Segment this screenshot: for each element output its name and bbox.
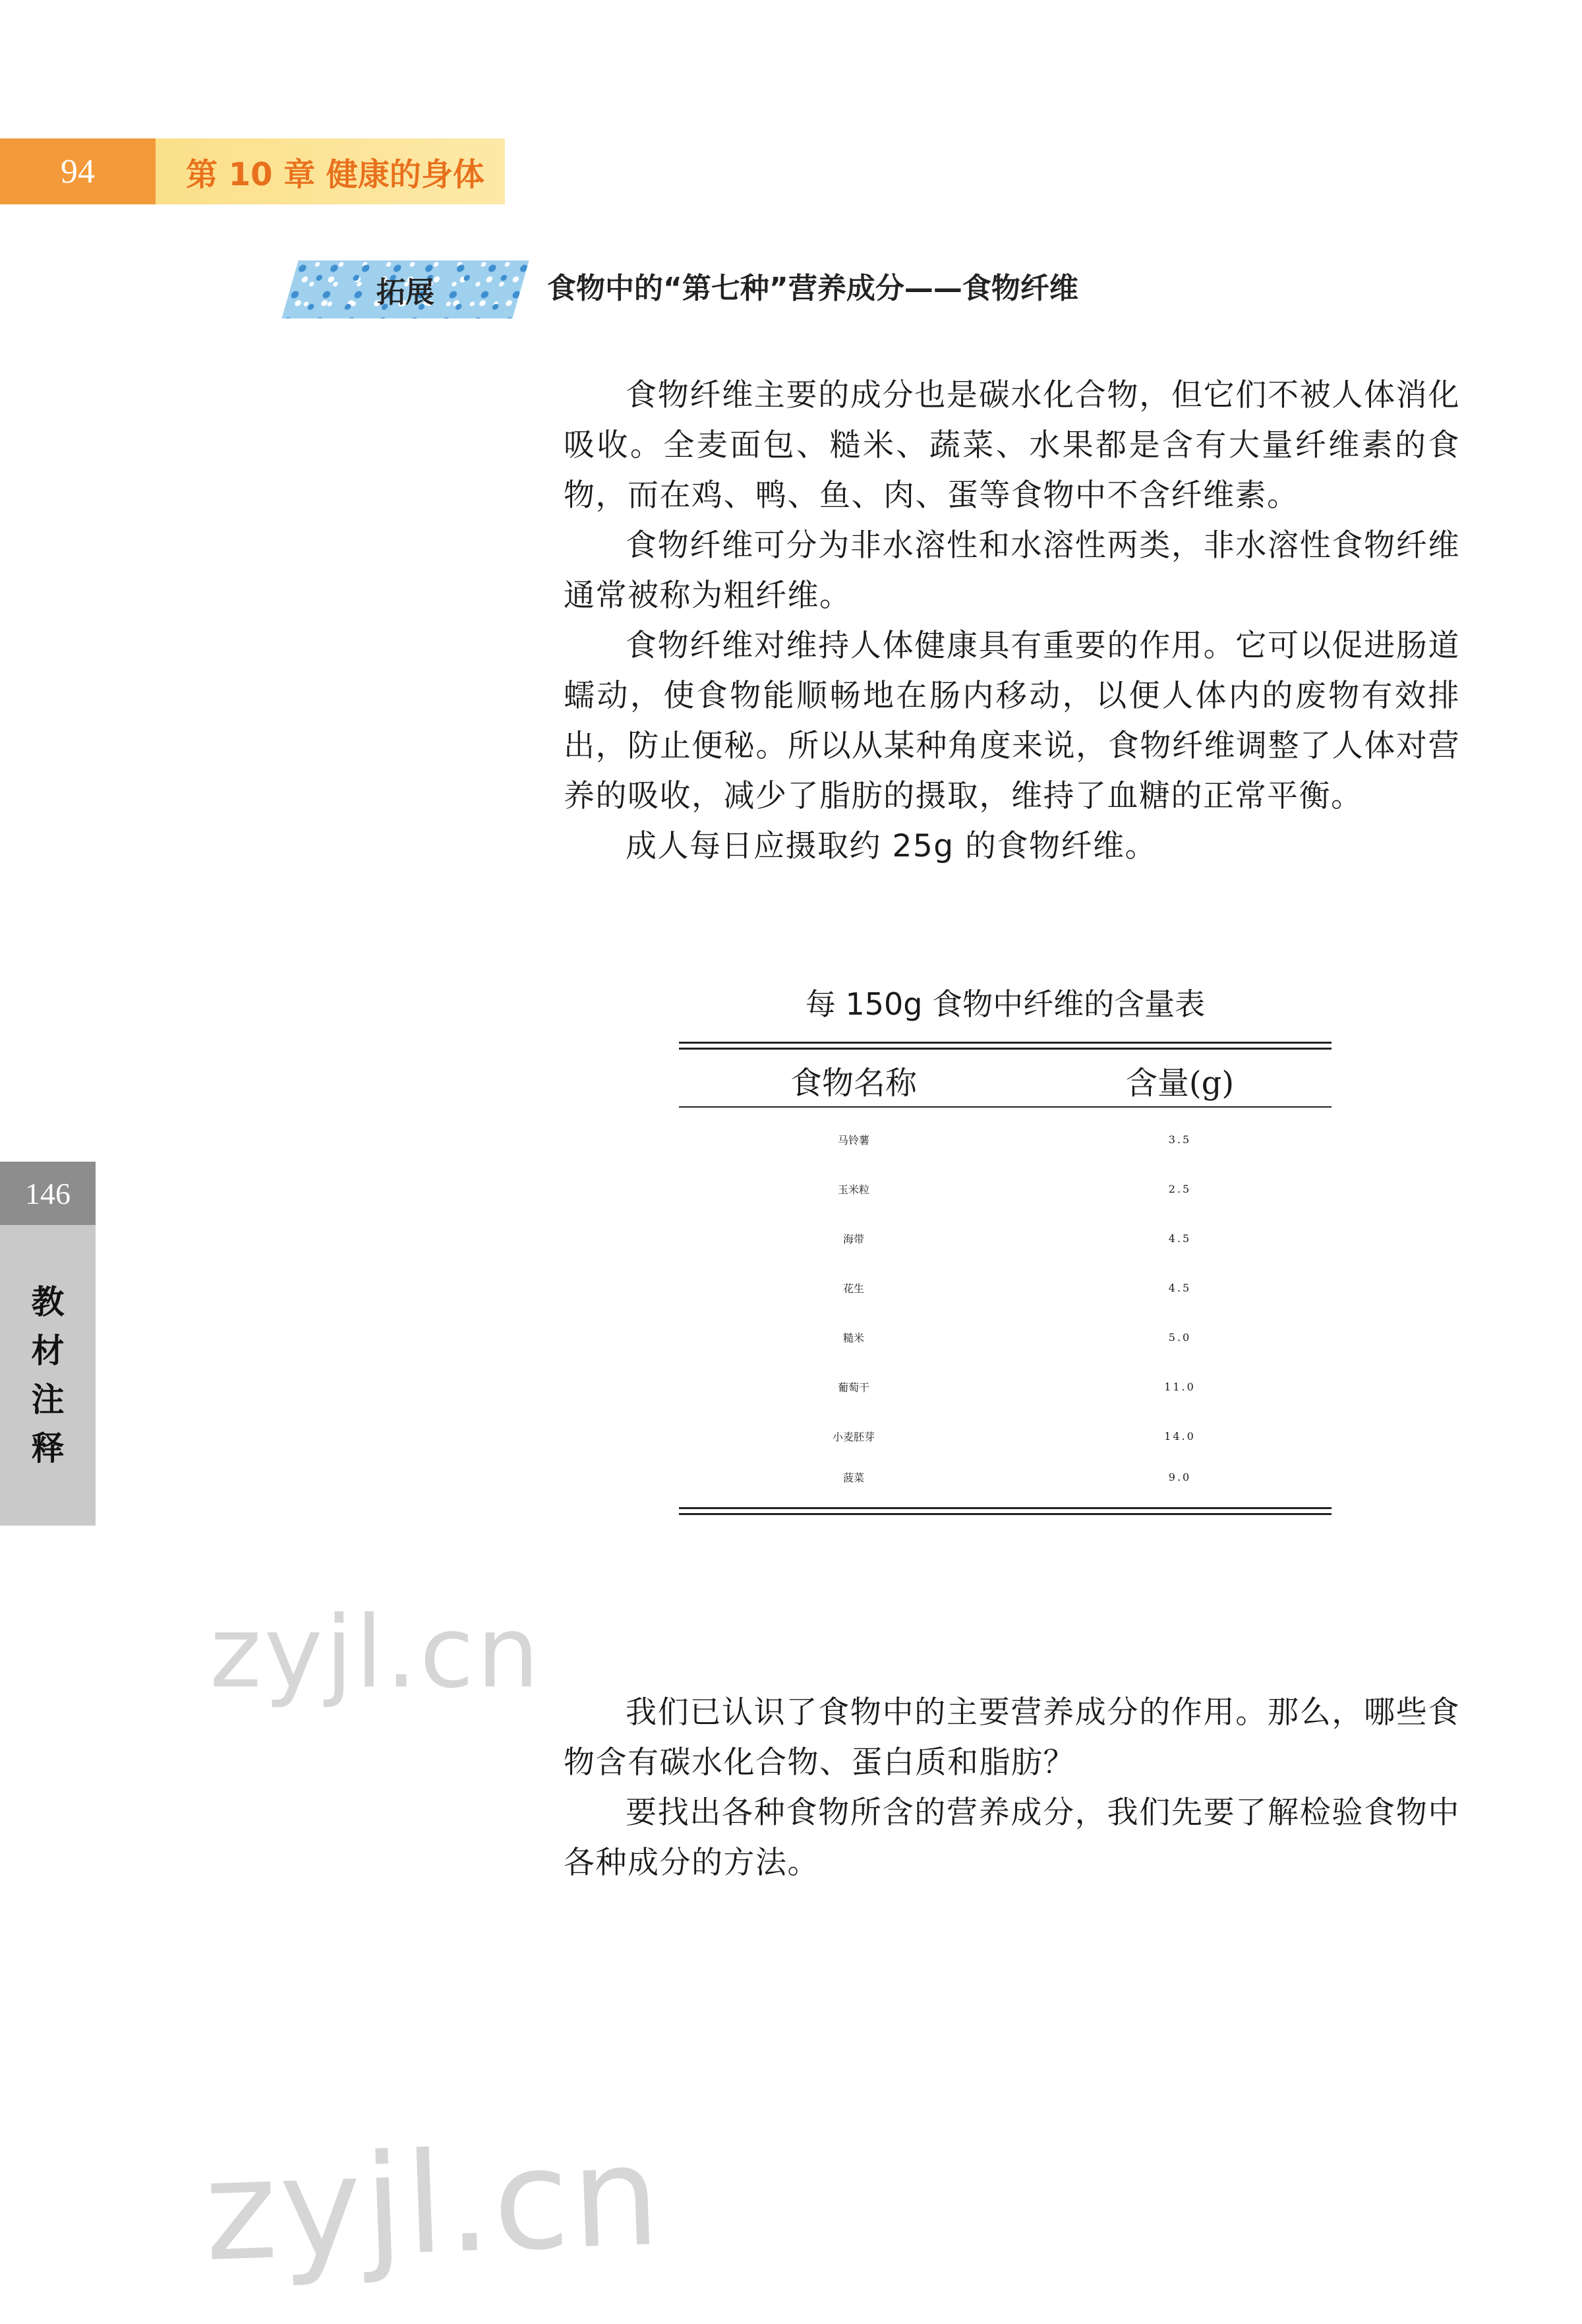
table-header-row xyxy=(679,1055,1332,1105)
closing-paragraph-1: 我们已认识了食物中的主要营养成分的作用。那么，哪些食物含有碳水化合物、蛋白质和脂肪？ xyxy=(564,1694,1460,1781)
page-number: 94 xyxy=(0,138,156,204)
table-header-rule xyxy=(679,1106,1332,1108)
table-top-rule xyxy=(679,1042,1332,1044)
table-header-food: 食物名称 xyxy=(790,1064,917,1102)
table-row xyxy=(679,1361,1332,1412)
table-cell-food: 海带 xyxy=(842,1232,864,1245)
side-tab-char: 教 xyxy=(31,1283,65,1321)
table-row xyxy=(679,1114,1332,1164)
table-cell-food: 菠菜 xyxy=(842,1471,864,1484)
table-cell-amount: 3.5 xyxy=(1168,1133,1192,1146)
table-cell-amount: 4.5 xyxy=(1168,1232,1192,1245)
table-top-rule-inner xyxy=(679,1048,1332,1050)
table-cell-food: 花生 xyxy=(842,1282,864,1295)
table-cell-amount: 4.5 xyxy=(1168,1281,1192,1294)
table-row xyxy=(679,1452,1332,1502)
table-cell-food: 马铃薯 xyxy=(837,1133,869,1147)
table-cell-amount: 2.5 xyxy=(1168,1182,1192,1195)
table-bottom-rule xyxy=(679,1507,1332,1509)
table-header-amount: 含量(g) xyxy=(1125,1064,1235,1102)
table-cell-food: 玉米粒 xyxy=(837,1183,869,1196)
side-tab-label xyxy=(0,1225,96,1526)
paragraph-3: 食物纤维对维持人体健康具有重要的作用。它可以促进肠道蠕动，使食物能顺畅地在肠内移动，以便人体内的废物有效排出，防止便秘。所以从某种角度来说，食物纤维调整了人体对营养的吸收，减少了脂肪的摄取，维持了血糖的正常平衡。 xyxy=(564,628,1460,814)
side-tab-char: 材 xyxy=(31,1332,65,1370)
table-caption: 每 150g 食物中纤维的含量表 xyxy=(805,986,1206,1022)
chapter-title: 第 10 章 健康的身体 xyxy=(156,138,505,204)
table-bottom-rule-outer xyxy=(679,1513,1332,1515)
expansion-tag-label: 拓展 xyxy=(376,276,434,309)
watermark-upper: zyjl.cn xyxy=(210,1595,542,1710)
table-cell-amount: 14.0 xyxy=(1164,1429,1196,1443)
watermark-lower: zyjl.cn xyxy=(201,2114,665,2293)
table-cell-food: 糙米 xyxy=(842,1331,864,1344)
table-cell-amount: 9.0 xyxy=(1168,1470,1192,1483)
table-cell-amount: 5.0 xyxy=(1168,1330,1192,1344)
closing-paragraph-2: 要找出各种食物所含的营养成分，我们先要了解检验食物中各种成分的方法。 xyxy=(564,1795,1460,1881)
table-cell-food: 葡萄干 xyxy=(837,1381,869,1394)
side-tab-char: 注 xyxy=(31,1381,65,1419)
paragraph-1: 食物纤维主要的成分也是碳水化合物，但它们不被人体消化吸收。全麦面包、糙米、蔬菜、水果都是含有大量纤维素的食物，而在鸡、鸭、鱼、肉、蛋等食物中不含纤维素。 xyxy=(564,377,1460,514)
table-row xyxy=(679,1312,1332,1362)
table-row xyxy=(679,1263,1332,1313)
table-row xyxy=(679,1213,1332,1263)
table-cell-food: 小麦胚芽 xyxy=(832,1430,875,1443)
side-tab-char: 释 xyxy=(31,1429,65,1468)
section-title: 食物中的“第七种”营养成分——食物纤维 xyxy=(547,272,1078,305)
table-cell-amount: 11.0 xyxy=(1164,1380,1196,1393)
paragraph-4: 成人每日应摄取约 25g 的食物纤维。 xyxy=(626,828,1157,864)
table-row xyxy=(679,1164,1332,1214)
side-tab-page-number: 146 xyxy=(0,1162,96,1225)
paragraph-2: 食物纤维可分为非水溶性和水溶性两类，非水溶性食物纤维通常被称为粗纤维。 xyxy=(564,527,1460,614)
